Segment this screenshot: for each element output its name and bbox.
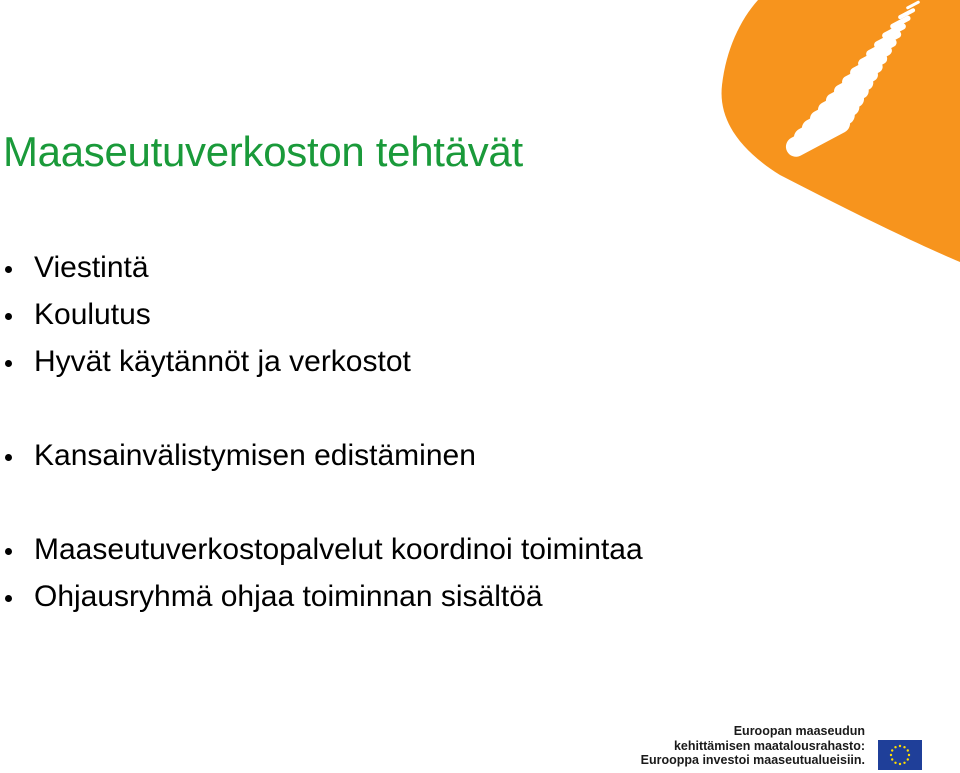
flag-star-icon bbox=[907, 749, 909, 751]
bullet-text: Maaseutuverkostopalvelut koordinoi toimintaa bbox=[34, 533, 643, 566]
bullet-icon bbox=[5, 360, 12, 367]
flag-star-icon bbox=[899, 745, 901, 747]
bullet-icon bbox=[5, 313, 12, 320]
flag-star-icon bbox=[891, 758, 893, 760]
bullet-icon bbox=[5, 548, 12, 555]
flag-star-icon bbox=[907, 758, 909, 760]
funding-line-2: kehittämisen maatalousrahasto: bbox=[673, 738, 865, 753]
flag-star-icon bbox=[903, 746, 905, 748]
bullet-text: Ohjausryhmä ohjaa toiminnan sisältöä bbox=[34, 580, 543, 613]
bullet-text: Kansainvälistymisen edistäminen bbox=[34, 439, 476, 472]
bullet-icon bbox=[5, 454, 12, 461]
funding-statement bbox=[641, 724, 865, 768]
flag-star-icon bbox=[899, 763, 901, 765]
funding-line-1: Euroopan maaseudun bbox=[733, 724, 865, 738]
bullet-icon bbox=[5, 266, 12, 273]
flag-star-icon bbox=[908, 754, 910, 756]
bullet-icon bbox=[5, 595, 12, 602]
bullet-text: Koulutus bbox=[34, 298, 151, 331]
flag-star-icon bbox=[903, 762, 905, 764]
flag-star-icon bbox=[894, 762, 896, 764]
rural-network-logo-icon bbox=[718, 0, 960, 262]
flag-star-icon bbox=[891, 749, 893, 751]
eu-flag-icon bbox=[878, 740, 922, 770]
flag-star-icon bbox=[894, 746, 896, 748]
bullet-text: Viestintä bbox=[34, 251, 149, 284]
funding-line-3: Eurooppa investoi maaseutualueisiin. bbox=[640, 753, 865, 767]
flag-star-icon bbox=[890, 754, 892, 756]
slide-title: Maaseutuverkoston tehtävät bbox=[3, 128, 523, 175]
bullet-text: Hyvät käytännöt ja verkostot bbox=[34, 345, 411, 378]
